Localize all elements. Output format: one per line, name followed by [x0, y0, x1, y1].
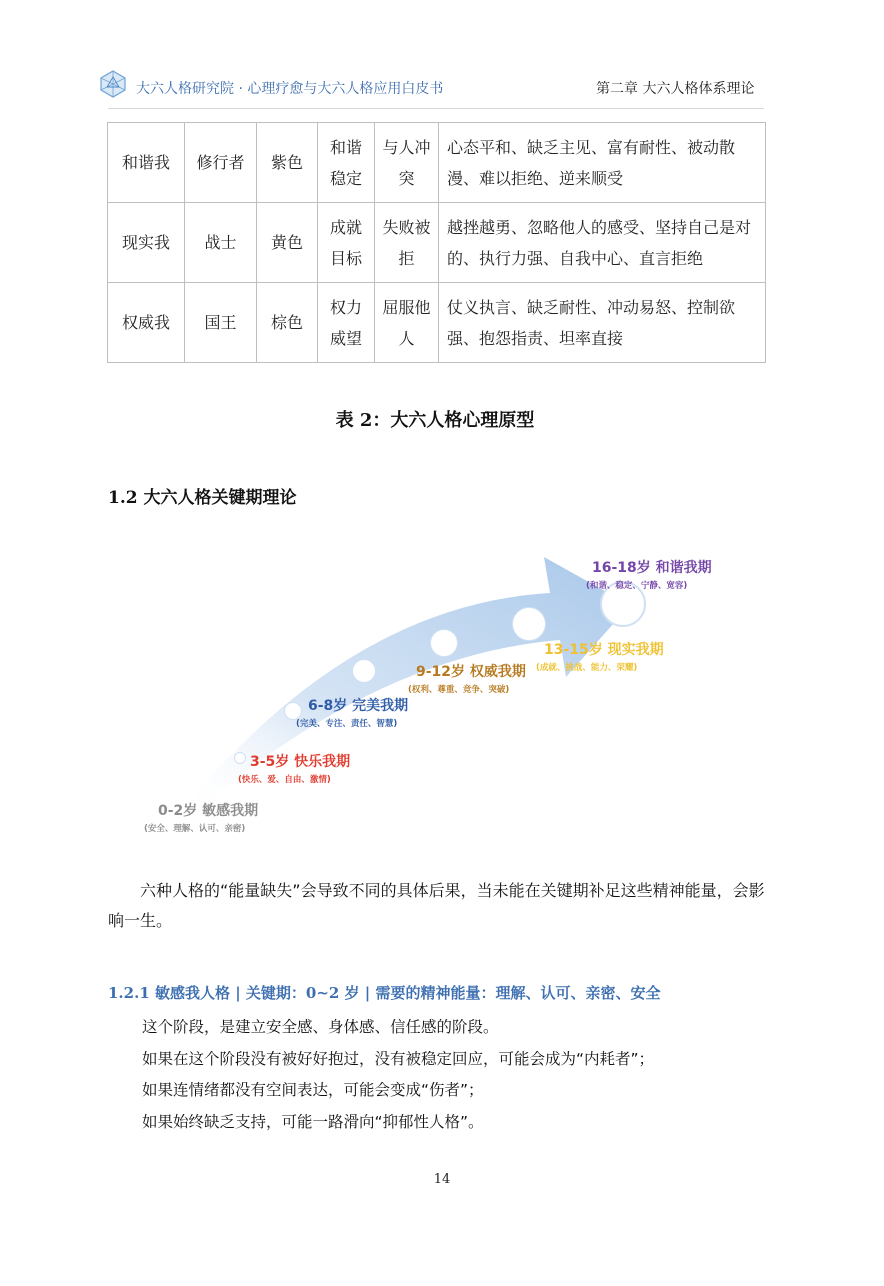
stage-label	[144, 800, 258, 834]
cell-name: 和谐我	[108, 123, 185, 203]
body-line: 如果连情绪都没有空间表达，可能会变成“伤者”；	[142, 1081, 484, 1099]
stage-needs: (权利、尊重、竞争、突破)	[408, 685, 510, 695]
table-row	[108, 203, 766, 283]
cell-drive: 权力威望	[318, 283, 375, 363]
body-line: 这个阶段，是建立安全感、身体感、信任感的阶段。	[142, 1018, 499, 1036]
cell-role: 战士	[185, 203, 257, 283]
cell-traits: 越挫越勇、忽略他人的感受、坚持自己是对的、执行力强、自我中心、直言拒绝	[439, 203, 766, 283]
stage-circle	[430, 629, 458, 657]
table-caption: 表 2：大六人格心理原型	[335, 410, 535, 431]
cell-traits: 心态平和、缺乏主见、富有耐性、被动散漫、难以拒绝、逆来顺受	[439, 123, 766, 203]
crystal-logo-icon	[100, 70, 126, 98]
cell-color: 棕色	[257, 283, 318, 363]
table-row	[108, 123, 766, 203]
intro-paragraph: 六种人格的“能量缺失”会导致不同的具体后果，当未能在关键期补足这些精神能量，会影响一生。	[108, 881, 765, 930]
stage-circle	[512, 607, 546, 641]
stage-label	[536, 639, 664, 673]
header-divider	[108, 108, 764, 109]
cell-color: 紫色	[257, 123, 318, 203]
cell-role: 国王	[185, 283, 257, 363]
subsection-heading: 1.2.1 敏感我人格 | 关键期：0~2 岁 | 需要的精神能量：理解、认可、亲密、安全	[108, 984, 661, 1002]
cell-name: 权威我	[108, 283, 185, 363]
body-line: 如果在这个阶段没有被好好抱过，没有被稳定回应，可能会成为“内耗者”；	[142, 1050, 655, 1068]
stage-label	[296, 695, 408, 729]
section-heading: 1.2 大六人格关键期理论	[108, 488, 297, 508]
stage-label	[238, 751, 350, 785]
cell-fear: 失败被拒	[375, 203, 439, 283]
header-document-title: 大六人格研究院 · 心理疗愈与大六人格应用白皮书	[136, 81, 444, 97]
cell-fear: 屈服他人	[375, 283, 439, 363]
cell-color: 黄色	[257, 203, 318, 283]
stage-circle	[352, 659, 376, 683]
stage-title: 13-15岁 现实我期	[544, 642, 664, 658]
stage-title: 16-18岁 和谐我期	[592, 560, 712, 576]
stage-title: 9-12岁 权威我期	[416, 664, 526, 680]
cell-drive: 成就目标	[318, 203, 375, 283]
stage-title: 0-2岁 敏感我期	[158, 803, 259, 819]
header-chapter-title: 第二章 大六人格体系理论	[596, 81, 755, 97]
page-number: 14	[433, 1172, 451, 1187]
stage-label	[586, 557, 712, 591]
stage-label	[408, 661, 526, 695]
key-period-diagram	[130, 545, 770, 845]
stage-needs: (和谐、稳定、宁静、宽容)	[586, 581, 688, 591]
cell-traits: 仗义执言、缺乏耐性、冲动易怒、控制欲强、抱怨指责、坦率直接	[439, 283, 766, 363]
cell-drive: 和谐稳定	[318, 123, 375, 203]
stage-needs: (快乐、爱、自由、激情)	[238, 775, 331, 785]
personality-traits-table	[107, 122, 766, 363]
stage-needs: (完美、专注、责任、智慧)	[296, 719, 398, 729]
stage-needs: (安全、理解、认可、亲密)	[144, 824, 246, 834]
cell-name: 现实我	[108, 203, 185, 283]
body-line: 如果始终缺乏支持，可能一路滑向“抑郁性人格”。	[142, 1113, 484, 1131]
cell-role: 修行者	[185, 123, 257, 203]
stage-title: 3-5岁 快乐我期	[250, 754, 351, 770]
stage-needs: (成就、挑战、能力、荣耀)	[536, 663, 638, 673]
cell-fear: 与人冲突	[375, 123, 439, 203]
table-row	[108, 283, 766, 363]
stage-title: 6-8岁 完美我期	[308, 698, 409, 714]
